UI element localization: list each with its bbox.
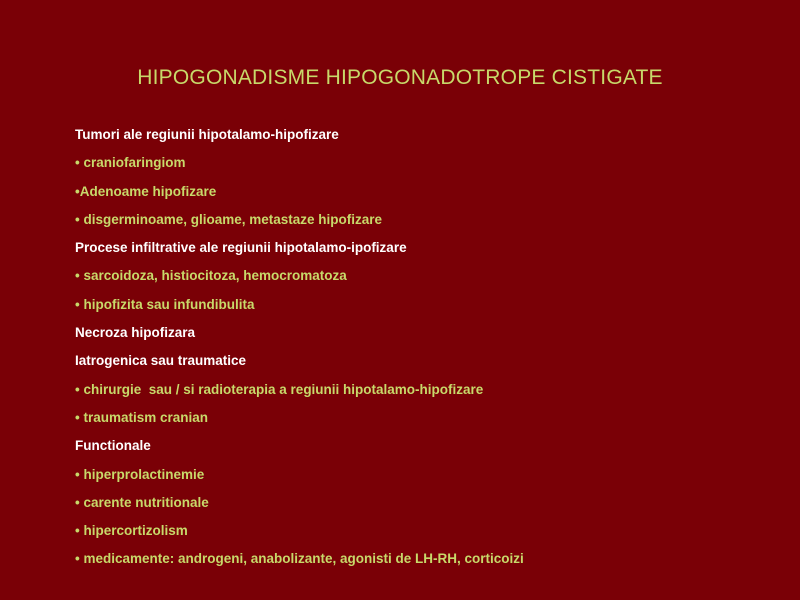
bullet-item: • sarcoidoza, histiocitoza, hemocromatoza bbox=[75, 268, 347, 284]
bullet-item: • medicamente: androgeni, anabolizante, agonisti de LH-RH, corticoizi bbox=[75, 551, 524, 567]
bullet-item: • hipofizita sau infundibulita bbox=[75, 296, 255, 312]
bullet-item: • traumatism cranian bbox=[75, 409, 209, 425]
section-heading: Necroza hipofizara bbox=[75, 325, 196, 341]
bullet-item: • hiperprolactinemie bbox=[75, 466, 205, 482]
slide-title: HIPOGONADISME HIPOGONADOTROPE CISTIGATE bbox=[137, 66, 663, 89]
bullet-item: • chirurgie sau / si radioterapia a regiunii hipotalamo-hipofizare bbox=[75, 381, 484, 397]
section-heading: Iatrogenica sau traumatice bbox=[75, 353, 247, 369]
section-heading: Tumori ale regiunii hipotalamo-hipofizare bbox=[75, 127, 339, 142]
bullet-item: • craniofaringiom bbox=[75, 155, 186, 171]
bullet-item: • carente nutritionale bbox=[75, 494, 209, 510]
bullet-item: • disgerminoame, glioame, metastaze hipofizare bbox=[75, 211, 383, 227]
bullet-item: • hipercortizolism bbox=[75, 523, 188, 539]
section-heading: Functionale bbox=[75, 438, 151, 454]
section-heading: Procese infiltrative ale regiunii hipotalamo-ipofizare bbox=[75, 240, 407, 256]
bullet-item: •Adenoame hipofizare bbox=[75, 183, 217, 199]
slide-content bbox=[75, 125, 775, 578]
